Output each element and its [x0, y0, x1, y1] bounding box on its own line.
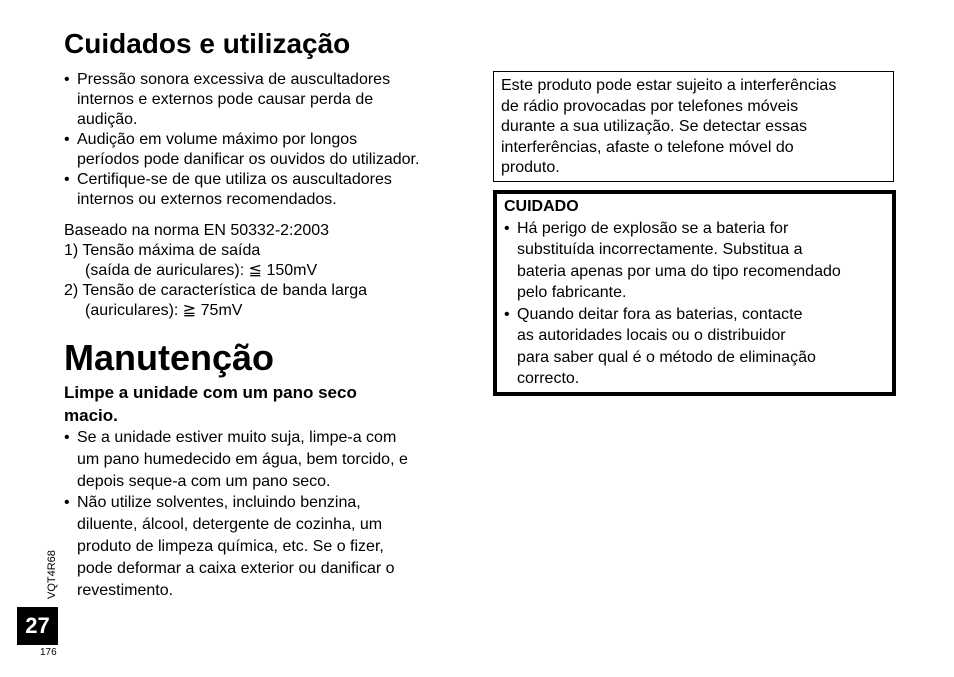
standard-line: Baseado na norma EN 50332-2:2003 — [64, 222, 330, 239]
list-item — [64, 492, 484, 601]
caution-box — [493, 190, 896, 396]
sub-page-number: 176 — [40, 647, 57, 658]
bullet-line: diluente, álcool, detergente de cozinha, um — [77, 516, 383, 534]
list-item — [504, 218, 885, 304]
document-code: VQT4R68 — [46, 550, 58, 599]
bullet-line: períodos pode danificar os ouvidos do utilizador. — [77, 151, 420, 168]
bullet-line: internos ou externos recomendados. — [77, 191, 337, 208]
list-item — [64, 130, 484, 170]
heading-maintenance: Manutenção — [64, 337, 275, 378]
bullet-line: substituída incorrectamente. Substitua a — [517, 241, 803, 258]
bullet-line: pode deformar a caixa exterior ou danificar o — [77, 559, 395, 577]
list-item — [504, 304, 885, 390]
bullet-line: correcto. — [517, 370, 580, 387]
care-bullet-list — [64, 70, 484, 210]
caution-bullet-list — [504, 218, 885, 390]
bullet-line: • Há perigo de explosão se a bateria for — [517, 219, 789, 237]
heading-care-and-use: Cuidados e utilização — [64, 28, 351, 59]
bullet-line: depois seque-a com um pano seco. — [77, 472, 331, 490]
maintenance-subheading — [64, 381, 357, 427]
bullet-line: produto de limpeza química, etc. Se o fizer, — [77, 537, 384, 555]
bullet-line: para saber qual é o método de eliminação — [517, 348, 816, 366]
page-number-badge: 27 — [17, 607, 58, 645]
subheading-line: macio. — [64, 406, 118, 425]
standard-block — [64, 221, 367, 321]
bullet-line: as autoridades locais ou o distribuidor — [517, 327, 786, 344]
list-item — [64, 70, 484, 130]
bullet-line: pelo fabricante. — [517, 284, 627, 301]
list-item — [64, 170, 484, 210]
standard-item-2: 2) Tensão de característica de banda larga — [64, 282, 368, 299]
notice-line: Este produto pode estar sujeito a interferências — [501, 77, 837, 94]
maintenance-bullet-list — [64, 427, 484, 601]
list-item — [64, 427, 484, 492]
notice-line: interferências, afaste o telefone móvel do — [501, 138, 794, 156]
bullet-line: revestimento. — [77, 581, 174, 599]
bullet-line: • Pressão sonora excessiva de auscultadores — [77, 71, 391, 88]
caution-title: CUIDADO — [504, 198, 579, 215]
notice-line: de rádio provocadas por telefones móveis — [501, 97, 799, 115]
standard-item-1: 1) Tensão máxima de saída — [64, 242, 261, 259]
bullet-line: um pano humedecido em água, bem torcido, e — [77, 450, 408, 468]
bullet-line: audição. — [77, 111, 138, 128]
interference-notice-box — [493, 71, 894, 182]
bullet-line: • Se a unidade estiver muito suja, limpe-a com — [77, 429, 397, 446]
bullet-line: internos e externos pode causar perda de — [77, 91, 374, 108]
standard-item-1-value: (saída de auriculares): ≦ 150mV — [85, 262, 318, 279]
notice-line: durante a sua utilização. Se detectar essas — [501, 118, 807, 135]
bullet-line: bateria apenas por uma do tipo recomendado — [517, 262, 841, 280]
standard-item-2-value: (auriculares): ≧ 75mV — [85, 302, 243, 319]
bullet-line: • Audição em volume máximo por longos — [77, 131, 358, 148]
bullet-line: • Quando deitar fora as baterias, contacte — [517, 305, 803, 323]
bullet-line: • Certifique-se de que utiliza os auscultadores — [77, 171, 392, 188]
notice-line: produto. — [501, 159, 560, 176]
bullet-line: • Não utilize solventes, incluindo benzina, — [77, 494, 361, 512]
subheading-line: Limpe a unidade com um pano seco — [64, 383, 357, 402]
